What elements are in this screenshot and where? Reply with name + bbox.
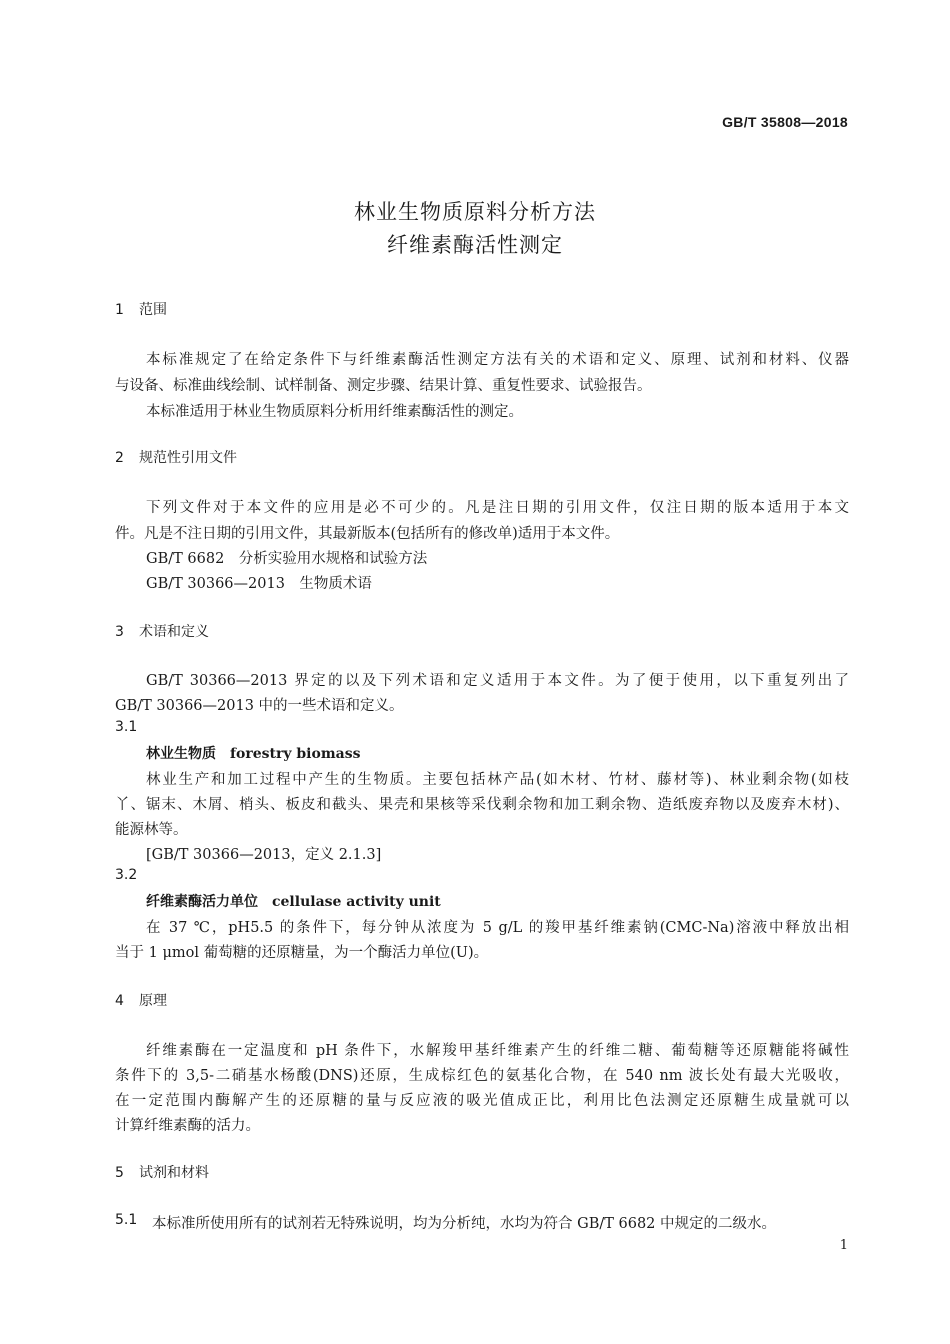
section-number: 3 <box>115 624 124 640</box>
paragraph-line: 本标准规定了在给定条件下与纤维素酶活性测定方法有关的术语和定义、原理、试剂和材料、仪器 <box>146 352 849 368</box>
reference-item: GB/T 6682 分析实验用水规格和试验方法 <box>146 551 428 567</box>
definition-line: 在 37 ℃，pH5.5 的条件下，每分钟从浓度为 5 g/L 的羧甲基纤维素钠(CMC-Na)溶液中释放出相 <box>146 920 849 936</box>
term-en: cellulase activity unit <box>272 894 441 910</box>
paragraph-line: 件。凡是不注日期的引用文件，其最新版本(包括所有的修改单)适用于本文件。 <box>115 526 620 542</box>
section-title: 规范性引用文件 <box>139 450 237 466</box>
paragraph-line: 纤维素酶在一定温度和 pH 条件下，水解羧甲基纤维素产生的纤维二糖、葡萄糖等还原糖能将碱性 <box>146 1043 849 1059</box>
section-5-heading <box>115 1162 209 1182</box>
section-number: 5 <box>115 1165 124 1181</box>
paragraph-line: 计算纤维素酶的活力。 <box>115 1118 260 1134</box>
document-number: GB/T 35808—2018 <box>722 114 848 130</box>
section-2-heading <box>115 447 237 467</box>
section-title: 试剂和材料 <box>139 1165 209 1181</box>
page-number: 1 <box>839 1238 848 1253</box>
clause-number: 3.1 <box>115 719 138 735</box>
definition-source: [GB/T 30366—2013，定义 2.1.3] <box>146 847 382 863</box>
section-number: 4 <box>115 993 124 1009</box>
term-zh: 林业生物质 <box>146 746 216 762</box>
paragraph-line: 本标准适用于林业生物质原料分析用纤维素酶活性的测定。 <box>146 404 523 420</box>
definition-line: 能源林等。 <box>115 822 188 838</box>
term-zh: 纤维素酶活力单位 <box>146 894 258 910</box>
section-title: 范围 <box>139 302 167 318</box>
section-4-heading <box>115 990 167 1010</box>
reference-item: GB/T 30366—2013 生物质术语 <box>146 576 372 592</box>
paragraph-line: 条件下的 3,5-二硝基水杨酸(DNS)还原，生成棕红色的氨基化合物，在 540 nm 波长处有最大光吸收， <box>115 1068 849 1084</box>
paragraph-line: 与设备、标准曲线绘制、试样制备、测定步骤、结果计算、重复性要求、试验报告。 <box>115 378 652 394</box>
paragraph-line: GB/T 30366—2013 界定的以及下列术语和定义适用于本文件。为了便于使用，以下重复列出了 <box>146 673 849 689</box>
section-3-heading <box>115 621 209 641</box>
term-en: forestry biomass <box>230 746 361 762</box>
section-1-heading <box>115 299 167 319</box>
paragraph-line: GB/T 30366—2013 中的一些术语和定义。 <box>115 698 404 714</box>
term-heading <box>146 743 360 763</box>
definition-line: 当于 1 μmol 葡萄糖的还原糖量，为一个酶活力单位(U)。 <box>115 945 489 961</box>
title-line-2: 纤维素酶活性测定 <box>387 233 563 257</box>
clause-text: 本标准所使用所有的试剂若无特殊说明，均为分析纯，水均为符合 GB/T 6682 中规定的二级水。 <box>152 1216 777 1232</box>
section-number: 2 <box>115 450 124 466</box>
section-number: 1 <box>115 302 124 318</box>
term-heading <box>146 891 441 911</box>
paragraph-line: 在一定范围内酶解产生的还原糖的量与反应液的吸光值成正比，利用比色法测定还原糖生成量就可以 <box>115 1093 849 1109</box>
paragraph-line: 下列文件对于本文件的应用是必不可少的。凡是注日期的引用文件，仅注日期的版本适用于本文 <box>146 500 849 516</box>
section-title: 原理 <box>139 993 167 1009</box>
clause-number: 5.1 <box>115 1212 138 1228</box>
title-line-1: 林业生物质原料分析方法 <box>354 200 596 224</box>
clause-number: 3.2 <box>115 867 138 883</box>
definition-line: 丫、锯末、木屑、梢头、板皮和截头、果壳和果核等采伐剩余物和加工剩余物、造纸废弃物以及废弃木材)、 <box>115 797 849 813</box>
section-title: 术语和定义 <box>139 624 209 640</box>
definition-line: 林业生产和加工过程中产生的生物质。主要包括林产品(如木材、竹材、藤材等)、林业剩余物(如枝 <box>146 772 849 788</box>
